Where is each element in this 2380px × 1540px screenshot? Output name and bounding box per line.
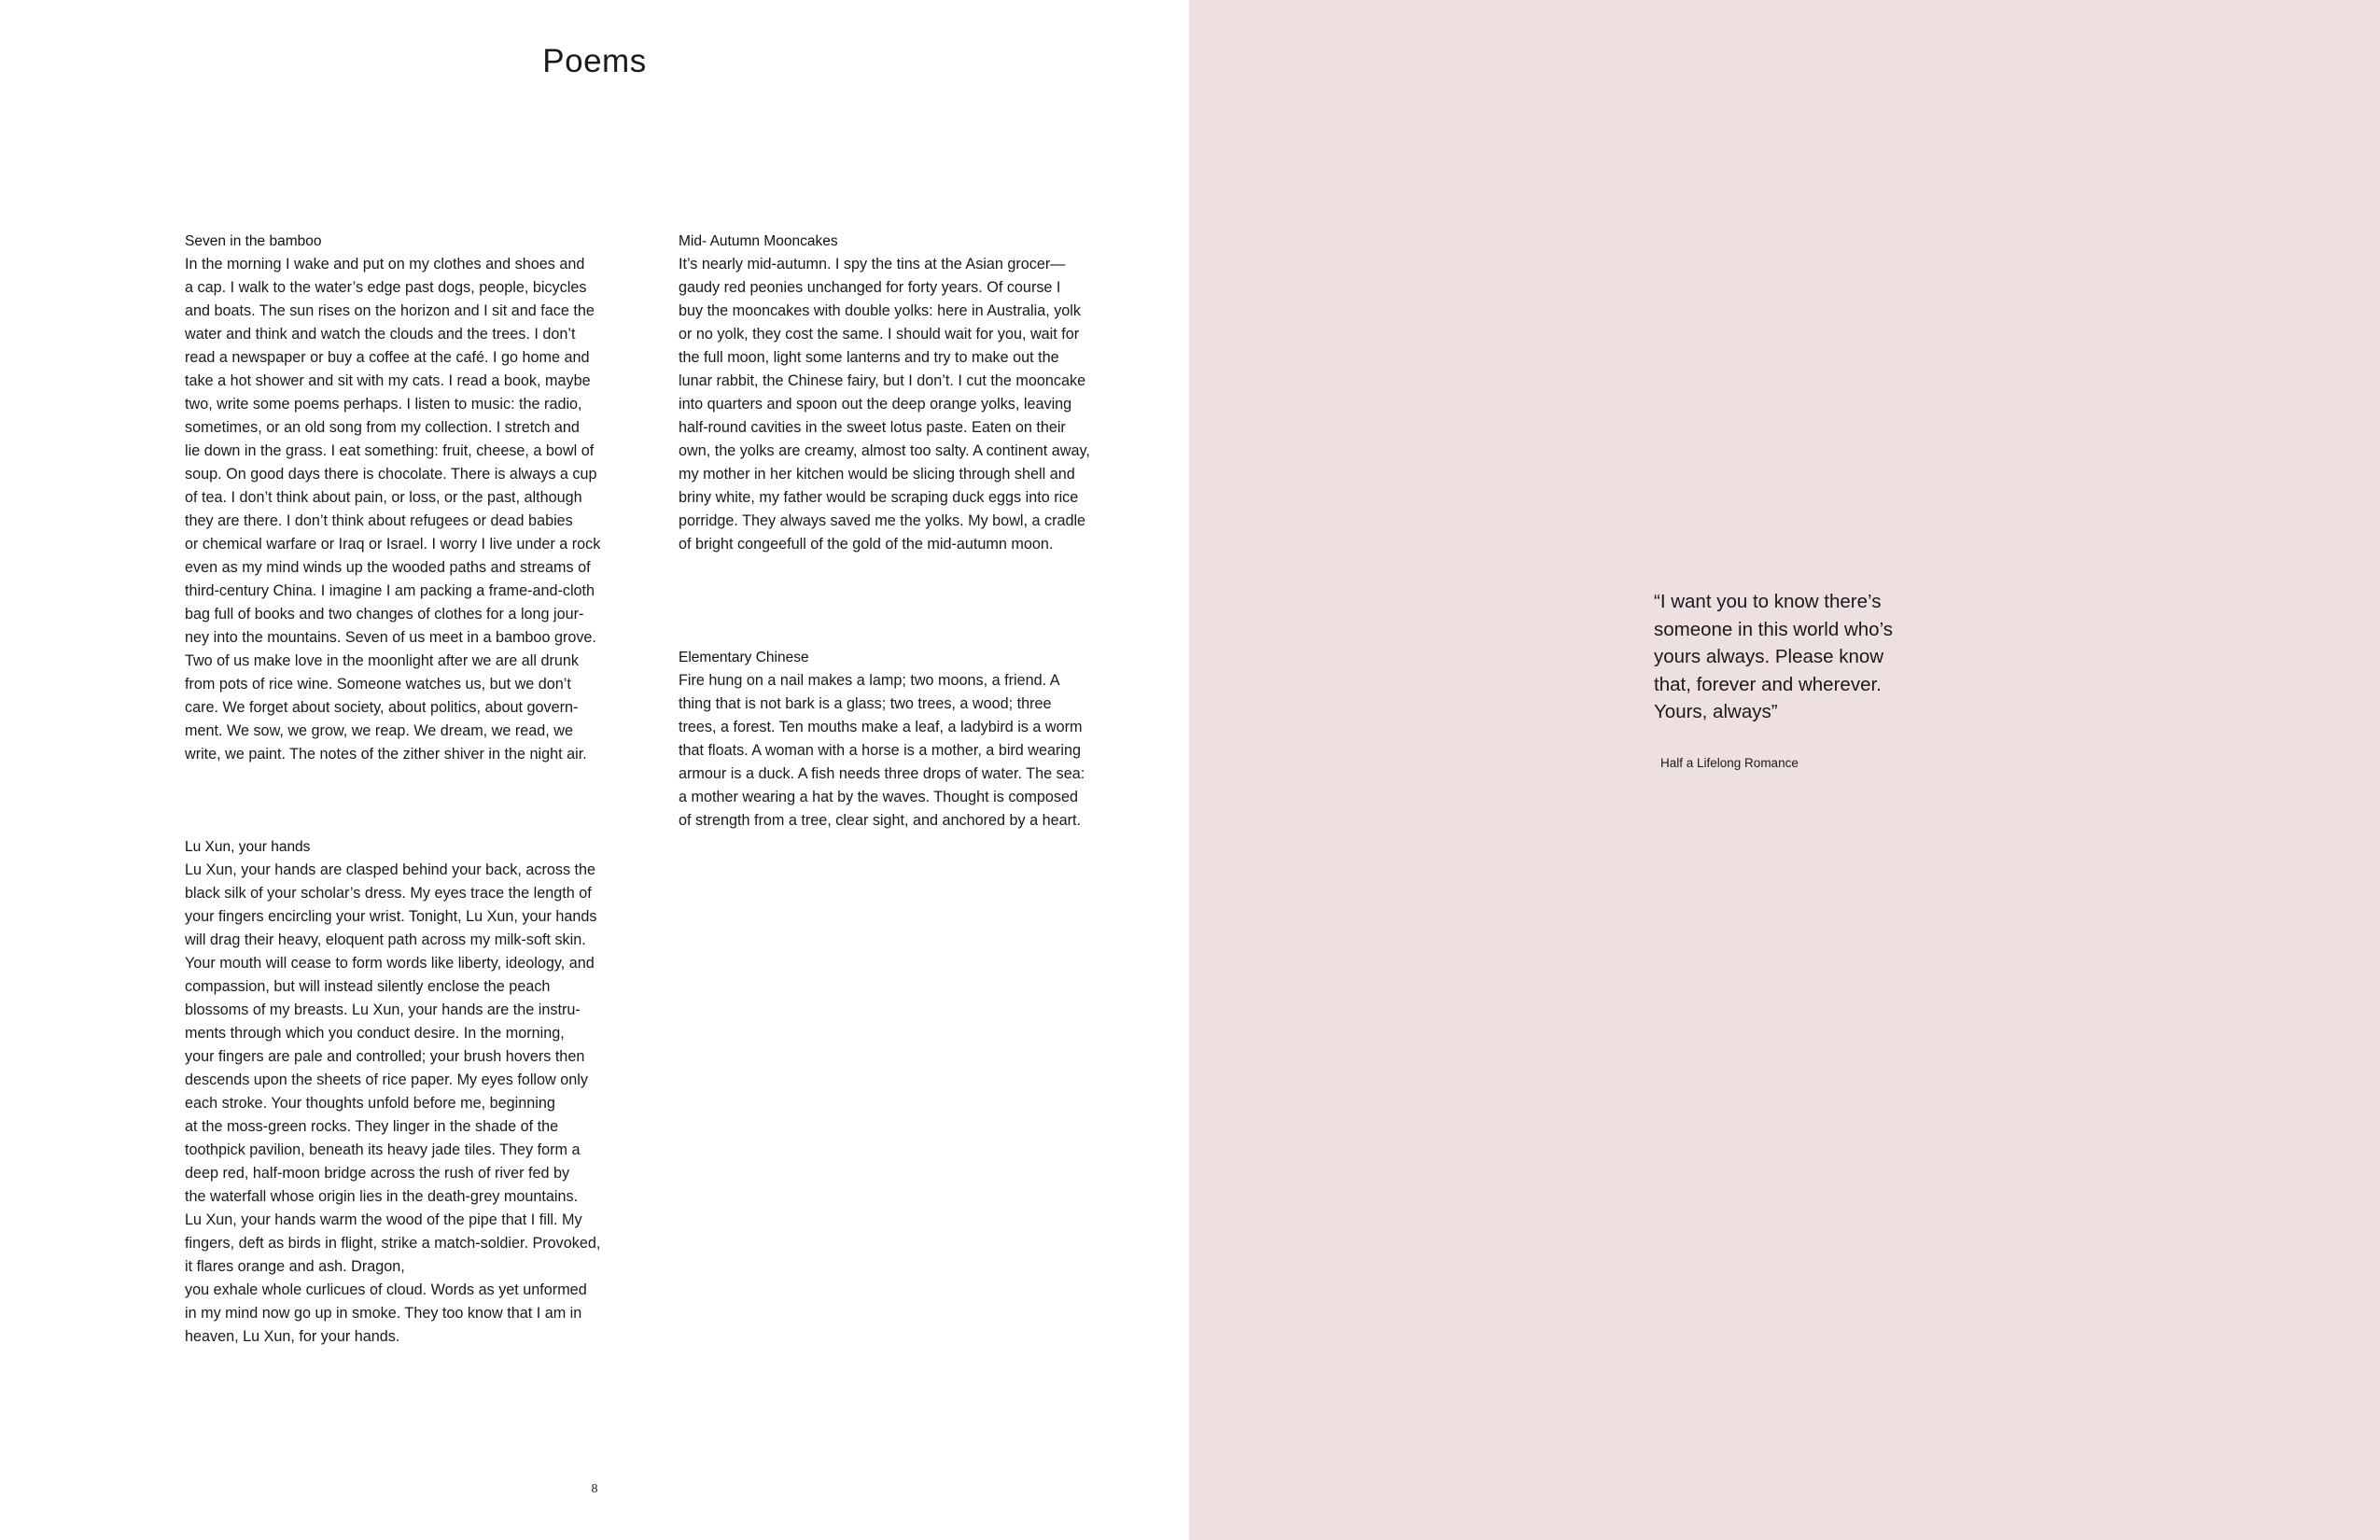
text-line: your fingers are pale and controlled; your brush hovers then [185, 1048, 585, 1065]
text-line: thing that is not bark is a glass; two trees, a wood; three [679, 695, 1052, 712]
text-line: briny white, my father would be scraping duck eggs into rice [679, 489, 1079, 506]
text-line: care. We forget about society, about politics, about govern- [185, 699, 579, 716]
text-line: ney into the mountains. Seven of us meet in a bamboo grove. [185, 629, 596, 646]
text-line: that floats. A woman with a horse is a mother, a bird wearing [679, 742, 1081, 759]
text-line: third-century China. I imagine I am packing a frame-and-cloth [185, 582, 595, 599]
text-line: half-round cavities in the sweet lotus paste. Eaten on their [679, 419, 1066, 436]
text-line: own, the yolks are creamy, almost too salty. A continent away, [679, 442, 1090, 459]
poem-mid-autumn-mooncakes [679, 230, 1145, 556]
text-line: Fire hung on a nail makes a lamp; two moons, a friend. A [679, 672, 1060, 689]
text-line: your fingers encircling your wrist. Tonight, Lu Xun, your hands [185, 908, 597, 925]
text-line: It’s nearly mid-autumn. I spy the tins at the Asian grocer— [679, 256, 1066, 273]
text-line: Yours, always” [1654, 701, 1778, 722]
text-line: heaven, Lu Xun, for your hands. [185, 1328, 400, 1345]
text-line: read a newspaper or buy a coffee at the café. I go home and [185, 349, 590, 366]
text-line: bag full of books and two changes of clothes for a long jour- [185, 606, 584, 623]
text-line: black silk of your scholar’s dress. My eyes trace the length of [185, 885, 592, 902]
text-line: Lu Xun, your hands are clasped behind your back, across the [185, 861, 596, 878]
text-line: soup. On good days there is chocolate. There is always a cup [185, 466, 597, 483]
text-line: of tea. I don’t think about pain, or loss, or the past, although [185, 489, 582, 506]
poem-body [679, 253, 1145, 556]
text-line: write, we paint. The notes of the zither shiver in the night air. [185, 746, 587, 763]
text-line: at the moss-green rocks. They linger in the shade of the [185, 1118, 559, 1135]
text-line: a mother wearing a hat by the waves. Thought is composed [679, 789, 1079, 805]
text-line: into quarters and spoon out the deep orange yolks, leaving [679, 396, 1072, 413]
pull-quote [1654, 588, 1971, 726]
text-line: take a hot shower and sit with my cats. I read a book, maybe [185, 372, 591, 389]
text-line: it flares orange and ash. Dragon, [185, 1258, 405, 1275]
text-line: lie down in the grass. I eat something: fruit, cheese, a bowl of [185, 442, 595, 459]
poem-title: Lu Xun, your hands [185, 839, 311, 855]
text-line: each stroke. Your thoughts unfold before me, beginning [185, 1095, 555, 1112]
poem-lu-xun-your-hands [185, 835, 651, 1349]
text-line: Your mouth will cease to form words like liberty, ideology, and [185, 955, 595, 972]
text-line: ments through which you conduct desire. In the morning, [185, 1025, 565, 1042]
text-line: that, forever and wherever. [1654, 673, 1882, 695]
page-number: 8 [591, 1482, 598, 1496]
text-line: buy the mooncakes with double yolks: here in Australia, yolk [679, 302, 1081, 319]
text-line: lunar rabbit, the Chinese fairy, but I don’t. I cut the mooncake [679, 372, 1086, 389]
text-line: Lu Xun, your hands warm the wood of the pipe that I fill. My [185, 1211, 582, 1228]
text-line: of strength from a tree, clear sight, and anchored by a heart. [679, 812, 1082, 829]
text-line: blossoms of my breasts. Lu Xun, your hands are the instru- [185, 1001, 581, 1018]
text-line: from pots of rice wine. Someone watches us, but we don’t [185, 676, 571, 693]
text-line: “I want you to know there’s [1654, 591, 1882, 612]
text-line: compassion, but will instead silently enclose the peach [185, 978, 551, 995]
poem-body [185, 253, 651, 766]
text-line: the waterfall whose origin lies in the death-grey mountains. [185, 1188, 579, 1205]
text-line: fingers, deft as birds in flight, strike a match-soldier. Provoked, [185, 1235, 601, 1252]
text-line: in my mind now go up in smoke. They too know that I am in [185, 1305, 582, 1322]
text-line: deep red, half-moon bridge across the rush of river fed by [185, 1165, 570, 1182]
text-line: or no yolk, they cost the same. I should wait for you, wait for [679, 326, 1080, 343]
text-line: ment. We sow, we grow, we reap. We dream, we read, we [185, 722, 573, 739]
text-line: water and think and watch the clouds and the trees. I don’t [185, 326, 576, 343]
text-line: Two of us make love in the moonlight after we are all drunk [185, 652, 579, 669]
poem-elementary-chinese [679, 646, 1145, 833]
text-line: will drag their heavy, eloquent path across my milk-soft skin. [185, 931, 586, 948]
text-line: yours always. Please know [1654, 646, 1884, 667]
text-line: you exhale whole curlicues of cloud. Words as yet unformed [185, 1281, 587, 1298]
poem-body [185, 859, 651, 1349]
text-line: and boats. The sun rises on the horizon and I sit and face the [185, 302, 595, 319]
text-line: or chemical warfare or Iraq or Israel. I worry I live under a rock [185, 536, 601, 553]
page-title: Poems [542, 43, 647, 79]
text-line: porridge. They always saved me the yolks. My bowl, a cradle [679, 512, 1086, 529]
poem-title: Elementary Chinese [679, 650, 809, 665]
text-line: the full moon, light some lanterns and try to make out the [679, 349, 1059, 366]
text-line: a cap. I walk to the water’s edge past dogs, people, bicycles [185, 279, 587, 296]
right-page [1189, 0, 2380, 1540]
text-line: of bright congeefull of the gold of the mid-autumn moon. [679, 536, 1054, 553]
text-line: armour is a duck. A fish needs three drops of water. The sea: [679, 765, 1085, 782]
text-line: trees, a forest. Ten mouths make a leaf, a ladybird is a worm [679, 719, 1083, 735]
text-line: even as my mind winds up the wooded paths and streams of [185, 559, 591, 576]
poem-title: Mid- Autumn Mooncakes [679, 233, 838, 249]
poem-title: Seven in the bamboo [185, 233, 322, 249]
poem-seven-in-the-bamboo [185, 230, 651, 766]
text-line: they are there. I don’t think about refugees or dead babies [185, 512, 573, 529]
quote-source: Half a Lifelong Romance [1660, 756, 1799, 770]
left-page [0, 0, 1189, 1540]
text-line: toothpick pavilion, beneath its heavy jade tiles. They form a [185, 1141, 581, 1158]
text-line: gaudy red peonies unchanged for forty years. Of course I [679, 279, 1061, 296]
text-line: descends upon the sheets of rice paper. My eyes follow only [185, 1071, 588, 1088]
poem-body [679, 669, 1145, 833]
text-line: someone in this world who’s [1654, 618, 1893, 640]
text-line: two, write some poems perhaps. I listen to music: the radio, [185, 396, 582, 413]
text-line: my mother in her kitchen would be slicing through shell and [679, 466, 1075, 483]
text-line: In the morning I wake and put on my clothes and shoes and [185, 256, 585, 273]
text-line: sometimes, or an old song from my collection. I stretch and [185, 419, 580, 436]
